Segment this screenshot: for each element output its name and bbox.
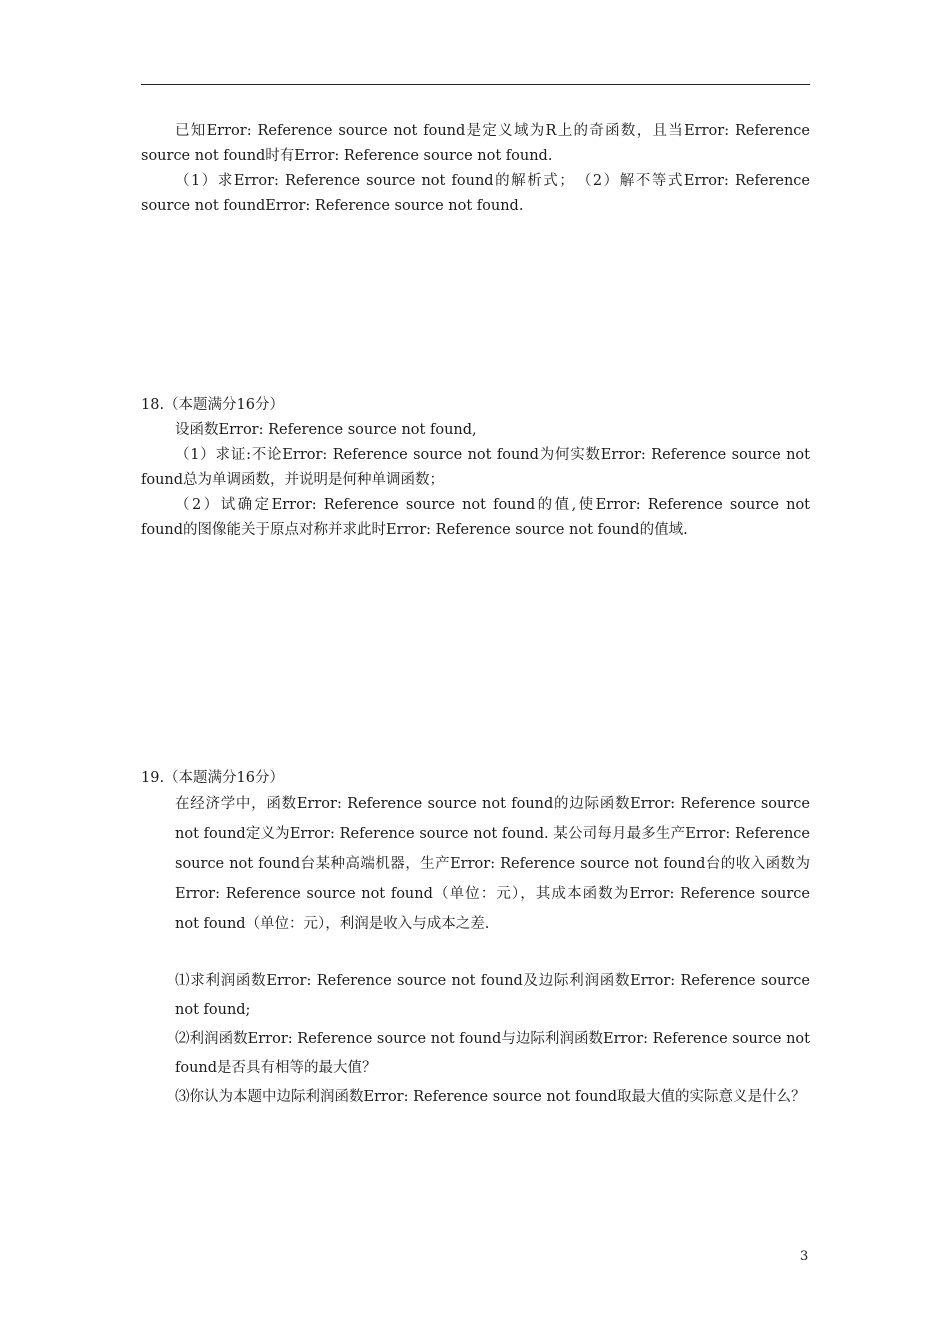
q18-part2: （2）试确定Error: Reference source not found的值,使Error: Reference source not found的图像能关于原点对称并求此时Error: Reference source not found的值域. bbox=[141, 497, 810, 538]
q19-heading: 19.（本题满分16分） bbox=[141, 770, 285, 786]
page-number: 3 bbox=[800, 1249, 809, 1264]
q17-parts: （1）求Error: Reference source not found的解析式； （2）解不等式Error: Reference source not foundError: Reference source not found. bbox=[141, 173, 810, 214]
q18-part1: （1）求证:不论Error: Reference source not found为何实数Error: Reference source not found总为单调函数，并说明是何种单调函数； bbox=[141, 447, 810, 488]
q19-part2: ⑵利润函数Error: Reference source not found与边际利润函数Error: Reference source not found是否具有相等的最大值？ bbox=[175, 1031, 810, 1076]
q19-intro: 在经济学中，函数Error: Reference source not found的边际函数Error: Reference source not found定义为Error: Reference source not found. 某公司每月最多生产Error: Reference source not found台某种高端机器，生产Error: Reference source not found台的收入函数为Error: Reference source not found（单位：元），其成本函数为Error: Reference source not found（单位：元），利润是收入与成本之差. bbox=[175, 796, 810, 932]
q18-heading: 18.（本题满分16分） bbox=[141, 397, 285, 413]
q17-intro: 已知Error: Reference source not found是定义域为R上的奇函数，且当Error: Reference source not found时有Error: Reference source not found. bbox=[141, 123, 810, 164]
q19-part1: ⑴求利润函数Error: Reference source not found及边际利润函数Error: Reference source not found; bbox=[175, 973, 810, 1018]
q18-intro: 设函数Error: Reference source not found, bbox=[175, 422, 477, 438]
q19-part3: ⑶你认为本题中边际利润函数Error: Reference source not found取最大值的实际意义是什么？ bbox=[175, 1089, 806, 1105]
header-rule bbox=[141, 84, 810, 85]
